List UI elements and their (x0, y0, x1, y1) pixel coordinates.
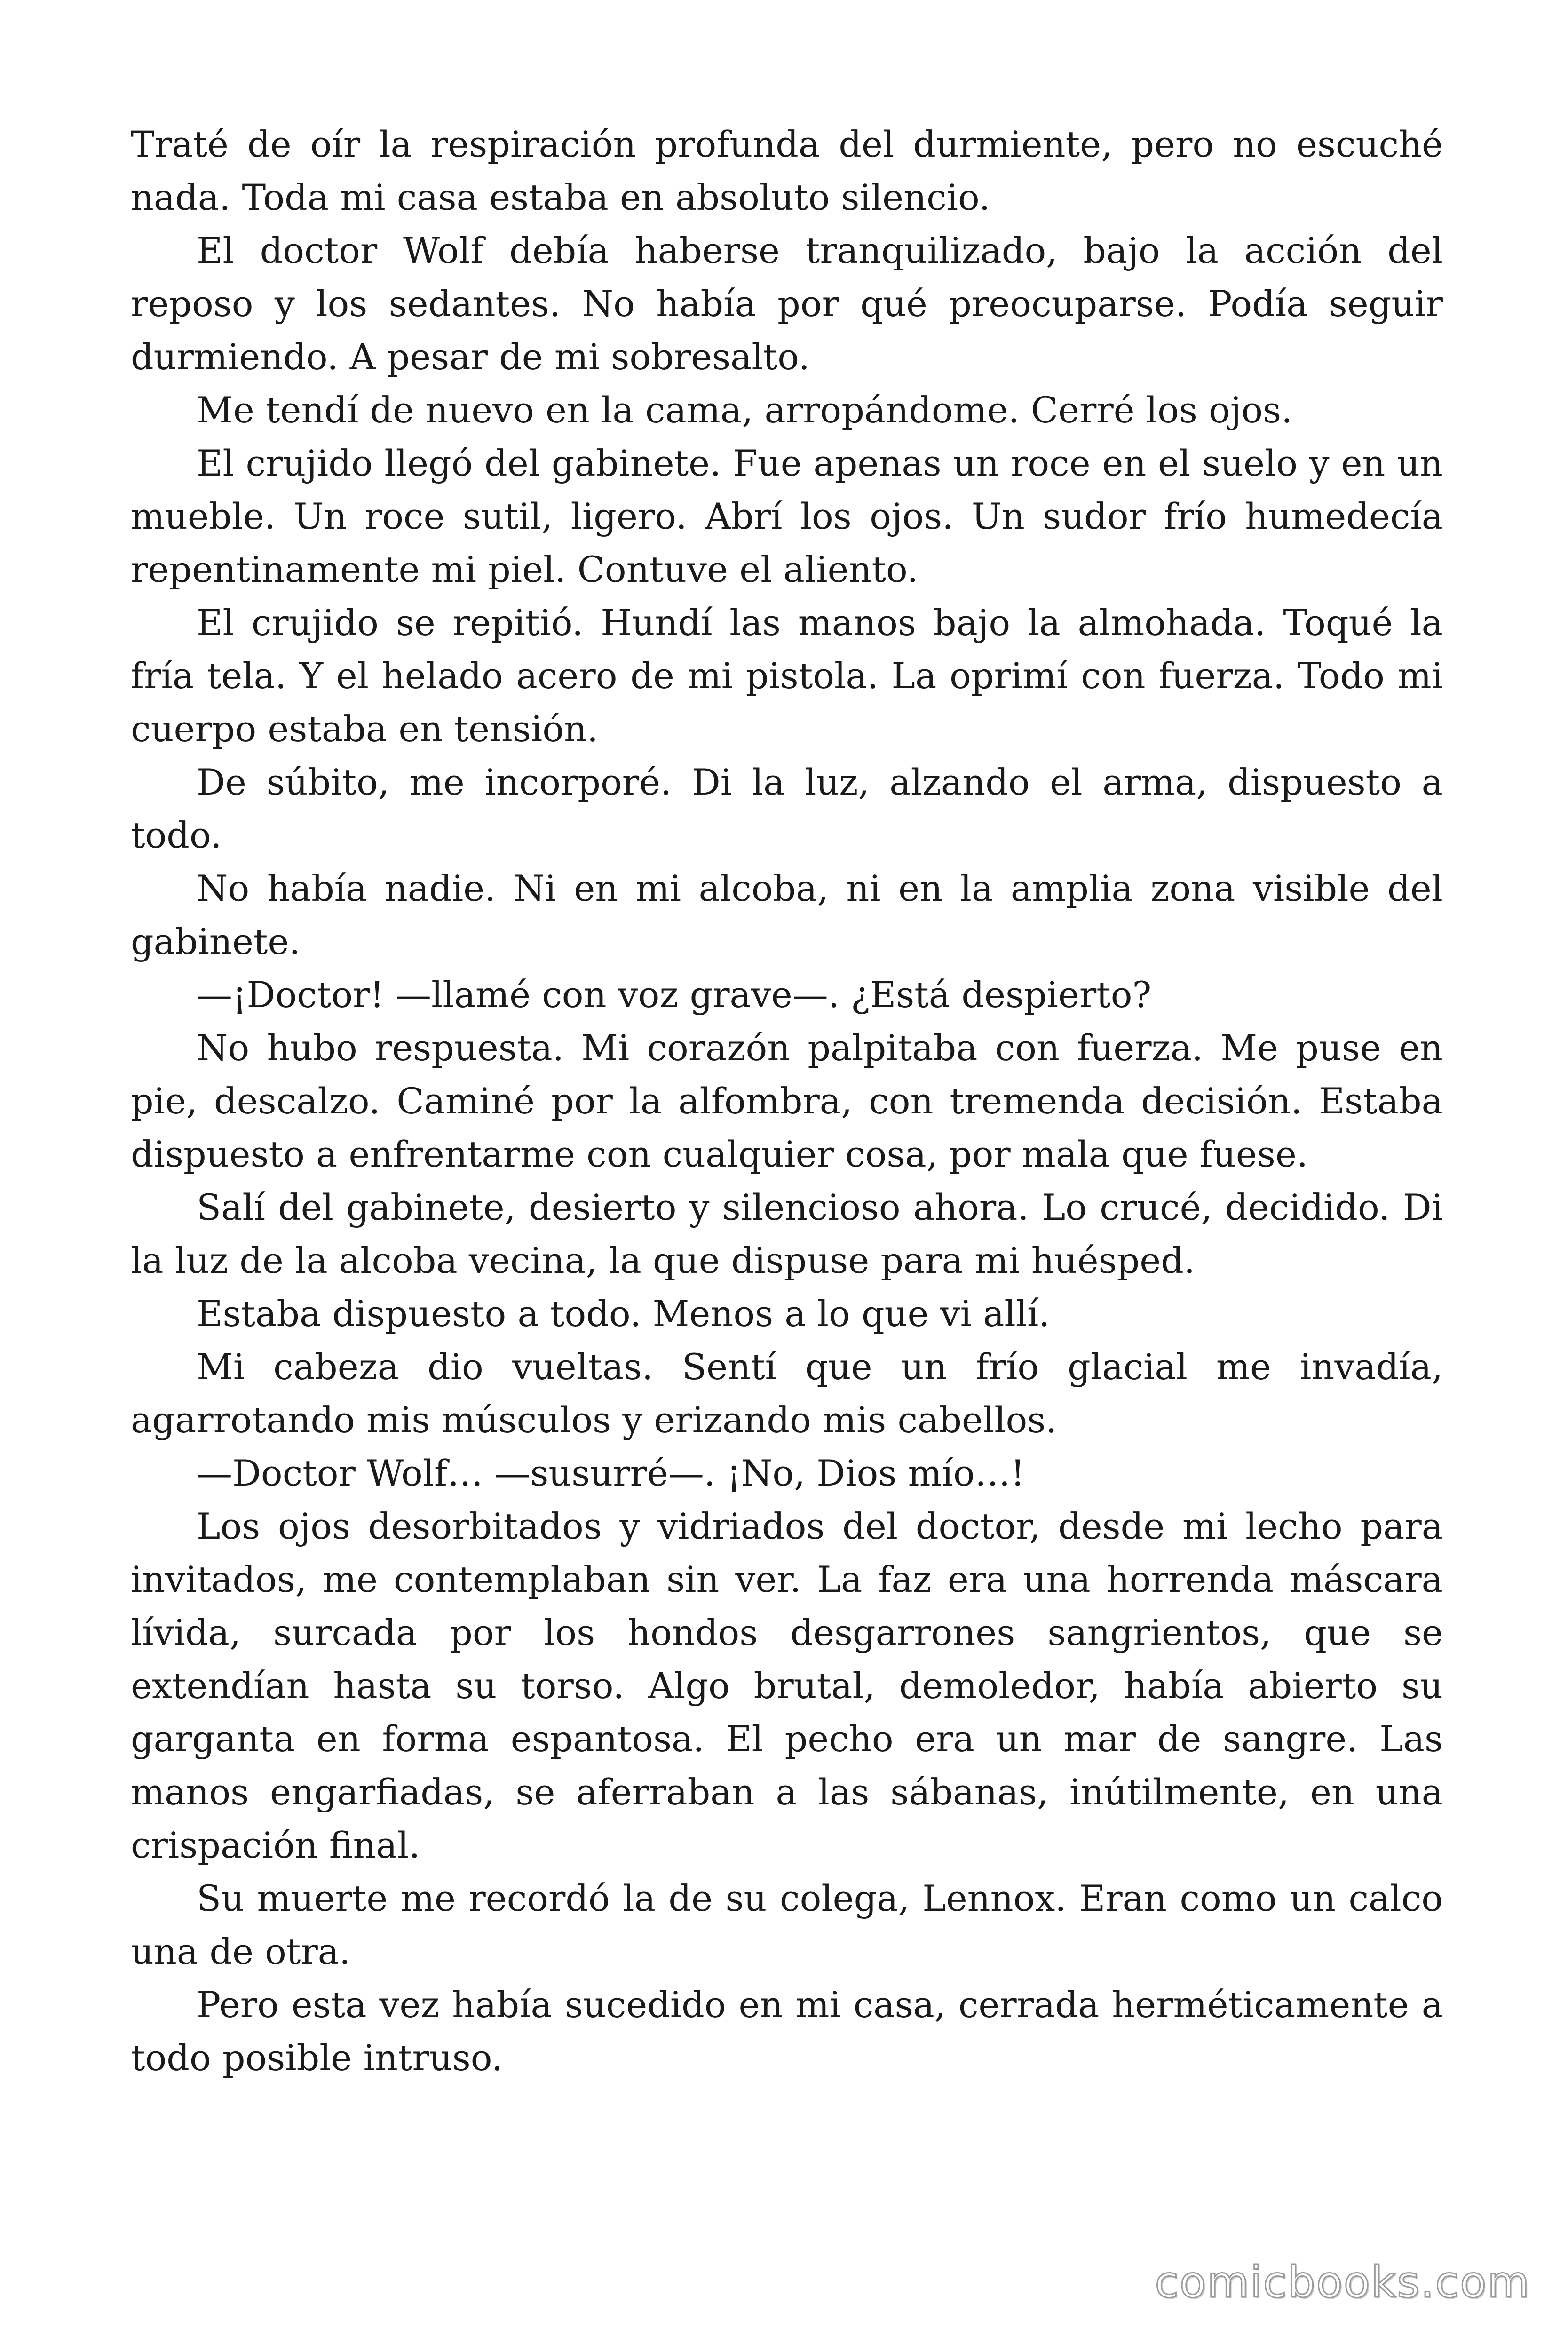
paragraph: —¡Doctor! —llamé con voz grave—. ¿Está despierto? (197, 974, 1152, 1016)
paragraph: De súbito, me incorporé. Di la luz, alzando el arma, dispuesto a todo. (131, 761, 1443, 856)
paragraph: —Doctor Wolf… —susurré—. ¡No, Dios mío…! (197, 1452, 1025, 1494)
paragraph: Estaba dispuesto a todo. Menos a lo que vi allí. (197, 1293, 1050, 1335)
paragraph: Me tendí de nuevo en la cama, arropándome. Cerré los ojos. (197, 389, 1293, 431)
paragraph: Su muerte me recordó la de su colega, Lennox. Eran como un calco una de otra. (131, 1877, 1443, 1972)
paragraph: Mi cabeza dio vueltas. Sentí que un frío glacial me invadía, agarrotando mis músculos y erizando mis cabellos. (131, 1346, 1443, 1441)
paragraph: El crujido se repitió. Hundí las manos bajo la almohada. Toqué la fría tela. Y el helado acero de mi pistola. La oprimí con fuerza. Todo mi cuerpo estaba en tensión. (131, 602, 1443, 750)
paragraph: Traté de oír la respiración profunda del durmiente, pero no escuché nada. Toda mi casa estaba en absoluto silencio. (131, 123, 1443, 218)
paragraph: No había nadie. Ni en mi alcoba, ni en la amplia zona visible del gabinete. (131, 867, 1443, 962)
paragraph: El crujido llegó del gabinete. Fue apenas un roce en el suelo y en un mueble. Un roce sutil, ligero. Abrí los ojos. Un sudor frío humedecía repentinamente mi piel. Contuve el aliento. (131, 442, 1443, 590)
watermark: comicbooks.com (1155, 2257, 1530, 2307)
page-body (131, 118, 1443, 2084)
paragraph: Pero esta vez había sucedido en mi casa, cerrada herméticamente a todo posible intruso. (131, 1984, 1443, 2079)
paragraph: No hubo respuesta. Mi corazón palpitaba con fuerza. Me puse en pie, descalzo. Caminé por la alfombra, con tremenda decisión. Estaba dispuesto a enfrentarme con cualquier cosa, por mala que fuese. (131, 1027, 1443, 1175)
paragraph: El doctor Wolf debía haberse tranquilizado, bajo la acción del reposo y los sedantes. No había por qué preocuparse. Podía seguir durmiendo. A pesar de mi sobresalto. (131, 230, 1443, 378)
paragraph: Salí del gabinete, desierto y silencioso ahora. Lo crucé, decidido. Di la luz de la alcoba vecina, la que dispuse para mi huésped. (131, 1186, 1443, 1281)
paragraph: Los ojos desorbitados y vidriados del doctor, desde mi lecho para invitados, me contemplaban sin ver. La faz era una horrenda máscara lívida, surcada por los hondos desgarrones sangrientos, que se extendían hasta su torso. Algo brutal, demoledor, había abierto su garganta en forma espantosa. El pecho era un mar de sangre. Las manos engarfiadas, se aferraban a las sábanas, inútilmente, en una crispación final. (131, 1505, 1443, 1866)
